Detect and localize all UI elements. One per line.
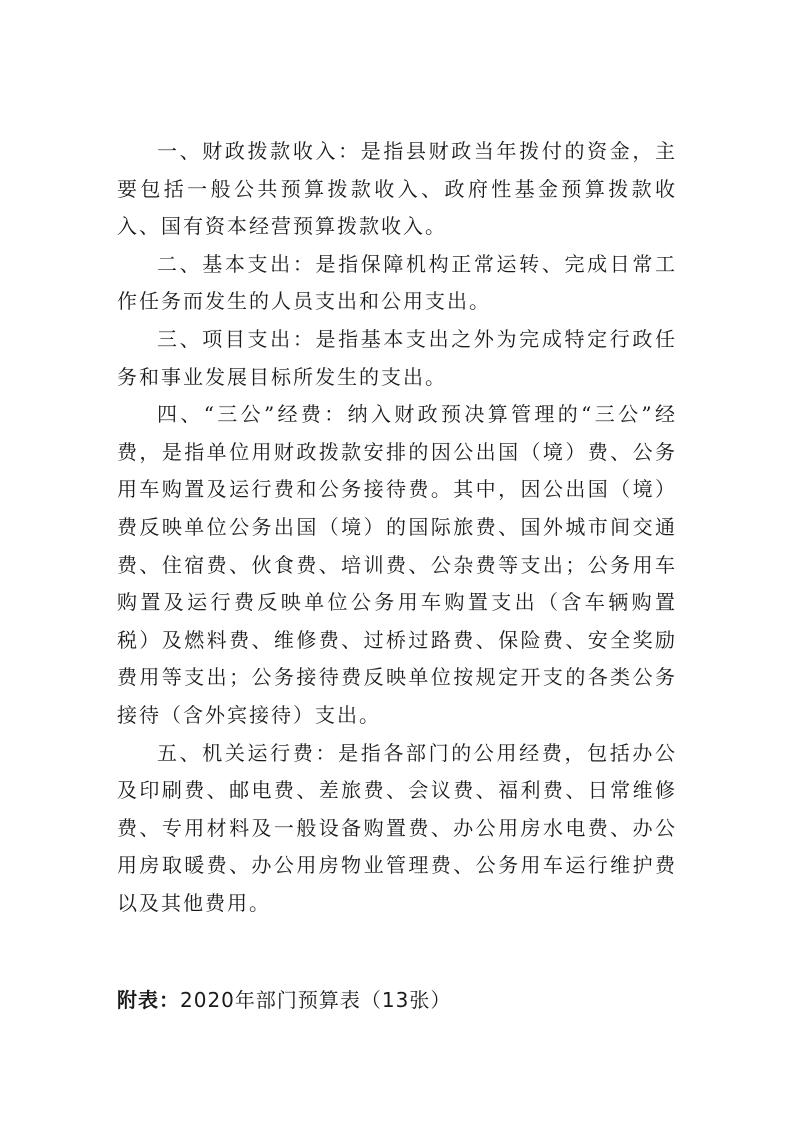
paragraph-agency-operating-costs: 五、机关运行费：是指各部门的公用经费，包括办公及印刷费、邮电费、差旅费、会议费、福利费、日常维修费、专用材料及一般设备购置费、办公用房水电费、办公用房取暖费、办公用房物业管理费、公务用车运行维护费以及其他费用。 <box>117 740 677 915</box>
paragraph-fiscal-appropriation-income: 一、财政拨款收入：是指县财政当年拨付的资金，主要包括一般公共预算拨款收入、政府性基金预算拨款收入、国有资本经营预算拨款收入。 <box>117 139 677 239</box>
attachment-note <box>117 985 451 1015</box>
paragraph-project-expenditure: 三、项目支出：是指基本支出之外为完成特定行政任务和事业发展目标所发生的支出。 <box>117 326 677 389</box>
attachment-label: 附表： <box>117 988 180 1012</box>
paragraph-three-public-funds: 四、“三公”经费：纳入财政预决算管理的“三公”经费，是指单位用财政拨款安排的因公出国（境）费、公务用车购置及运行费和公务接待费。其中，因公出国（境）费反映单位公务出国（境）的国际旅费、国外城市间交通费、住宿费、伙食费、培训费、公杂费等支出；公务用车购置及运行费反映单位公务用车购置支出（含车辆购置税）及燃料费、维修费、过桥过路费、保险费、安全奖励费用等支出；公务接待费反映单位按规定开支的各类公务接待（含外宾接待）支出。 <box>117 402 677 727</box>
paragraph-basic-expenditure: 二、基本支出：是指保障机构正常运转、完成日常工作任务而发生的人员支出和公用支出。 <box>117 251 677 314</box>
attachment-text: 2020年部门预算表（13张） <box>180 988 452 1012</box>
document-body <box>117 133 677 922</box>
